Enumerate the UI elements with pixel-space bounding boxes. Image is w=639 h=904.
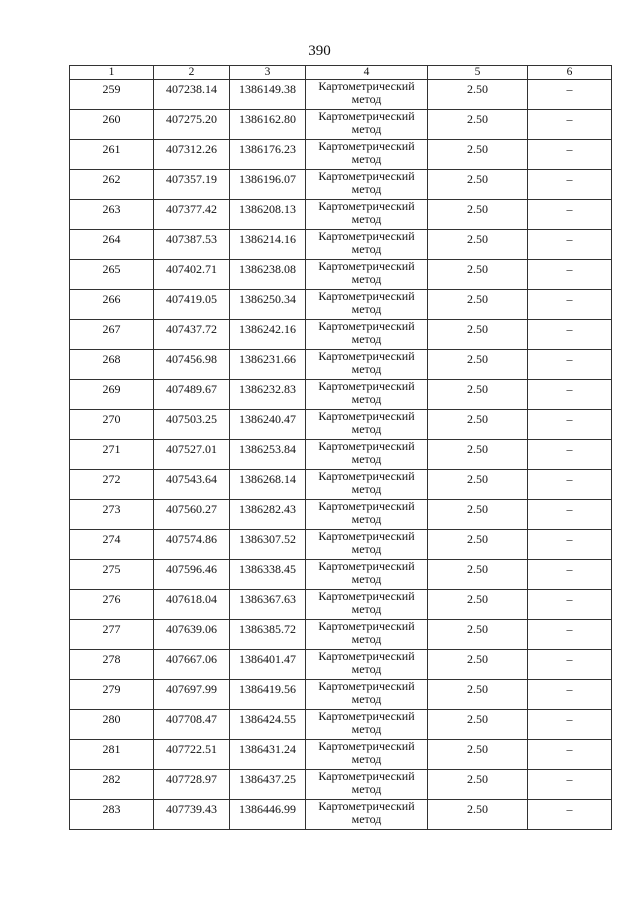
row-number-cell: 274 [70,530,154,560]
note-cell: – [528,740,612,770]
table-row [70,80,612,110]
method-line-2: метод [351,182,382,196]
note-cell: – [528,290,612,320]
table-row [70,440,612,470]
accuracy-cell: 2.50 [428,170,528,200]
x-coordinate-cell: 407419.05 [154,290,230,320]
method-cell [306,800,428,830]
method-line-1: Картометрический [318,499,415,513]
method-cell [306,470,428,500]
note-cell: – [528,170,612,200]
method-line-2: метод [351,452,382,466]
row-number-cell: 261 [70,140,154,170]
y-coordinate-cell: 1386307.52 [230,530,306,560]
method-cell [306,350,428,380]
accuracy-cell: 2.50 [428,770,528,800]
x-coordinate-cell: 407402.71 [154,260,230,290]
method-line-2: метод [351,632,382,646]
x-coordinate-cell: 407618.04 [154,590,230,620]
table-row [70,800,612,830]
note-cell: – [528,320,612,350]
method-line-2: метод [351,542,382,556]
method-line-2: метод [351,752,382,766]
method-line-2: метод [351,512,382,526]
header-cell: 5 [428,66,528,80]
row-number-cell: 270 [70,410,154,440]
row-number-cell: 281 [70,740,154,770]
accuracy-cell: 2.50 [428,80,528,110]
method-line-2: метод [351,362,382,376]
row-number-cell: 264 [70,230,154,260]
row-number-cell: 280 [70,710,154,740]
x-coordinate-cell: 407543.64 [154,470,230,500]
y-coordinate-cell: 1386268.14 [230,470,306,500]
method-line-1: Картометрический [318,319,415,333]
x-coordinate-cell: 407560.27 [154,500,230,530]
y-coordinate-cell: 1386367.63 [230,590,306,620]
accuracy-cell: 2.50 [428,620,528,650]
x-coordinate-cell: 407639.06 [154,620,230,650]
note-cell: – [528,440,612,470]
note-cell: – [528,230,612,260]
table-row [70,350,612,380]
note-cell: – [528,530,612,560]
x-coordinate-cell: 407275.20 [154,110,230,140]
y-coordinate-cell: 1386424.55 [230,710,306,740]
accuracy-cell: 2.50 [428,200,528,230]
x-coordinate-cell: 407437.72 [154,320,230,350]
method-cell [306,170,428,200]
table-row [70,230,612,260]
method-cell [306,230,428,260]
method-line-2: метод [351,602,382,616]
method-cell [306,380,428,410]
accuracy-cell: 2.50 [428,500,528,530]
table-row [70,590,612,620]
method-line-2: метод [351,722,382,736]
table-row [70,740,612,770]
table-row [70,650,612,680]
x-coordinate-cell: 407387.53 [154,230,230,260]
method-line-2: метод [351,242,382,256]
method-cell [306,620,428,650]
x-coordinate-cell: 407456.98 [154,350,230,380]
y-coordinate-cell: 1386446.99 [230,800,306,830]
y-coordinate-cell: 1386401.47 [230,650,306,680]
note-cell: – [528,260,612,290]
method-cell [306,320,428,350]
table-row [70,470,612,500]
note-cell: – [528,620,612,650]
method-line-1: Картометрический [318,289,415,303]
x-coordinate-cell: 407312.26 [154,140,230,170]
row-number-cell: 278 [70,650,154,680]
accuracy-cell: 2.50 [428,590,528,620]
method-cell [306,500,428,530]
y-coordinate-cell: 1386338.45 [230,560,306,590]
x-coordinate-cell: 407527.01 [154,440,230,470]
method-cell [306,740,428,770]
method-line-1: Картометрический [318,439,415,453]
table-row [70,410,612,440]
method-line-1: Картометрический [318,619,415,633]
note-cell: – [528,500,612,530]
y-coordinate-cell: 1386240.47 [230,410,306,440]
x-coordinate-cell: 407377.42 [154,200,230,230]
row-number-cell: 269 [70,380,154,410]
method-line-1: Картометрический [318,139,415,153]
table-row [70,380,612,410]
table-row [70,620,612,650]
x-coordinate-cell: 407596.46 [154,560,230,590]
method-line-1: Картометрический [318,409,415,423]
accuracy-cell: 2.50 [428,680,528,710]
method-line-1: Картометрический [318,199,415,213]
y-coordinate-cell: 1386385.72 [230,620,306,650]
method-cell [306,680,428,710]
method-line-2: метод [351,152,382,166]
y-coordinate-cell: 1386208.13 [230,200,306,230]
header-cell: 4 [306,66,428,80]
row-number-cell: 276 [70,590,154,620]
method-line-2: метод [351,302,382,316]
y-coordinate-cell: 1386250.34 [230,290,306,320]
y-coordinate-cell: 1386214.16 [230,230,306,260]
method-cell [306,140,428,170]
row-number-cell: 265 [70,260,154,290]
method-line-2: метод [351,212,382,226]
method-cell [306,590,428,620]
method-line-1: Картометрический [318,559,415,573]
x-coordinate-cell: 407708.47 [154,710,230,740]
note-cell: – [528,650,612,680]
row-number-cell: 272 [70,470,154,500]
method-line-2: метод [351,482,382,496]
method-line-1: Картометрический [318,709,415,723]
y-coordinate-cell: 1386437.25 [230,770,306,800]
x-coordinate-cell: 407697.99 [154,680,230,710]
method-line-2: метод [351,122,382,136]
method-line-2: метод [351,782,382,796]
accuracy-cell: 2.50 [428,710,528,740]
header-cell: 3 [230,66,306,80]
y-coordinate-cell: 1386431.24 [230,740,306,770]
y-coordinate-cell: 1386232.83 [230,380,306,410]
method-cell [306,290,428,320]
method-line-1: Картометрический [318,79,415,93]
method-line-1: Картометрический [318,679,415,693]
method-line-1: Картометрический [318,469,415,483]
row-number-cell: 283 [70,800,154,830]
x-coordinate-cell: 407238.14 [154,80,230,110]
y-coordinate-cell: 1386149.38 [230,80,306,110]
y-coordinate-cell: 1386231.66 [230,350,306,380]
method-line-2: метод [351,392,382,406]
note-cell: – [528,590,612,620]
method-cell [306,440,428,470]
row-number-cell: 263 [70,200,154,230]
method-line-1: Картометрический [318,229,415,243]
accuracy-cell: 2.50 [428,410,528,440]
table-row [70,770,612,800]
method-cell [306,410,428,440]
table-row [70,500,612,530]
accuracy-cell: 2.50 [428,530,528,560]
table-row [70,170,612,200]
method-line-1: Картометрический [318,259,415,273]
accuracy-cell: 2.50 [428,800,528,830]
note-cell: – [528,140,612,170]
method-cell [306,200,428,230]
x-coordinate-cell: 407503.25 [154,410,230,440]
accuracy-cell: 2.50 [428,380,528,410]
note-cell: – [528,110,612,140]
method-line-1: Картометрический [318,169,415,183]
accuracy-cell: 2.50 [428,110,528,140]
table-row [70,140,612,170]
x-coordinate-cell: 407667.06 [154,650,230,680]
method-line-1: Картометрический [318,799,415,813]
accuracy-cell: 2.50 [428,350,528,380]
table-body [70,80,612,830]
method-line-2: метод [351,662,382,676]
row-number-cell: 279 [70,680,154,710]
method-cell [306,260,428,290]
method-line-2: метод [351,692,382,706]
accuracy-cell: 2.50 [428,320,528,350]
method-cell [306,530,428,560]
note-cell: – [528,80,612,110]
method-line-1: Картометрический [318,349,415,363]
y-coordinate-cell: 1386238.08 [230,260,306,290]
table-row [70,530,612,560]
row-number-cell: 260 [70,110,154,140]
y-coordinate-cell: 1386253.84 [230,440,306,470]
table-row [70,680,612,710]
method-line-2: метод [351,572,382,586]
header-cell: 6 [528,66,612,80]
note-cell: – [528,710,612,740]
method-line-2: метод [351,272,382,286]
accuracy-cell: 2.50 [428,650,528,680]
table-row [70,200,612,230]
x-coordinate-cell: 407574.86 [154,530,230,560]
method-line-1: Картометрический [318,589,415,603]
note-cell: – [528,470,612,500]
row-number-cell: 266 [70,290,154,320]
method-line-2: метод [351,812,382,826]
page-number: 390 [308,43,331,59]
row-number-cell: 282 [70,770,154,800]
note-cell: – [528,680,612,710]
method-cell [306,80,428,110]
method-cell [306,650,428,680]
accuracy-cell: 2.50 [428,140,528,170]
x-coordinate-cell: 407357.19 [154,170,230,200]
method-cell [306,110,428,140]
row-number-cell: 262 [70,170,154,200]
x-coordinate-cell: 407739.43 [154,800,230,830]
table-row [70,560,612,590]
y-coordinate-cell: 1386196.07 [230,170,306,200]
note-cell: – [528,770,612,800]
row-number-cell: 275 [70,560,154,590]
accuracy-cell: 2.50 [428,470,528,500]
y-coordinate-cell: 1386176.23 [230,140,306,170]
note-cell: – [528,410,612,440]
y-coordinate-cell: 1386282.43 [230,500,306,530]
x-coordinate-cell: 407722.51 [154,740,230,770]
accuracy-cell: 2.50 [428,740,528,770]
method-line-1: Картометрический [318,529,415,543]
accuracy-cell: 2.50 [428,260,528,290]
table-row [70,290,612,320]
accuracy-cell: 2.50 [428,440,528,470]
note-cell: – [528,200,612,230]
accuracy-cell: 2.50 [428,290,528,320]
row-number-cell: 271 [70,440,154,470]
y-coordinate-cell: 1386242.16 [230,320,306,350]
y-coordinate-cell: 1386419.56 [230,680,306,710]
accuracy-cell: 2.50 [428,230,528,260]
accuracy-cell: 2.50 [428,560,528,590]
method-line-2: метод [351,332,382,346]
method-line-1: Картометрический [318,379,415,393]
row-number-cell: 259 [70,80,154,110]
method-line-2: метод [351,422,382,436]
method-cell [306,710,428,740]
y-coordinate-cell: 1386162.80 [230,110,306,140]
method-cell [306,770,428,800]
method-line-1: Картометрический [318,649,415,663]
note-cell: – [528,350,612,380]
table-row [70,110,612,140]
row-number-cell: 267 [70,320,154,350]
table-row [70,710,612,740]
method-line-2: метод [351,92,382,106]
method-line-1: Картометрический [318,109,415,123]
coordinates-table [69,65,612,830]
header-cell: 2 [154,66,230,80]
x-coordinate-cell: 407728.97 [154,770,230,800]
table-row [70,320,612,350]
method-line-1: Картометрический [318,739,415,753]
header-row [70,66,612,80]
row-number-cell: 273 [70,500,154,530]
row-number-cell: 277 [70,620,154,650]
note-cell: – [528,380,612,410]
row-number-cell: 268 [70,350,154,380]
method-line-1: Картометрический [318,769,415,783]
note-cell: – [528,560,612,590]
x-coordinate-cell: 407489.67 [154,380,230,410]
method-cell [306,560,428,590]
header-cell: 1 [70,66,154,80]
table-row [70,260,612,290]
note-cell: – [528,800,612,830]
